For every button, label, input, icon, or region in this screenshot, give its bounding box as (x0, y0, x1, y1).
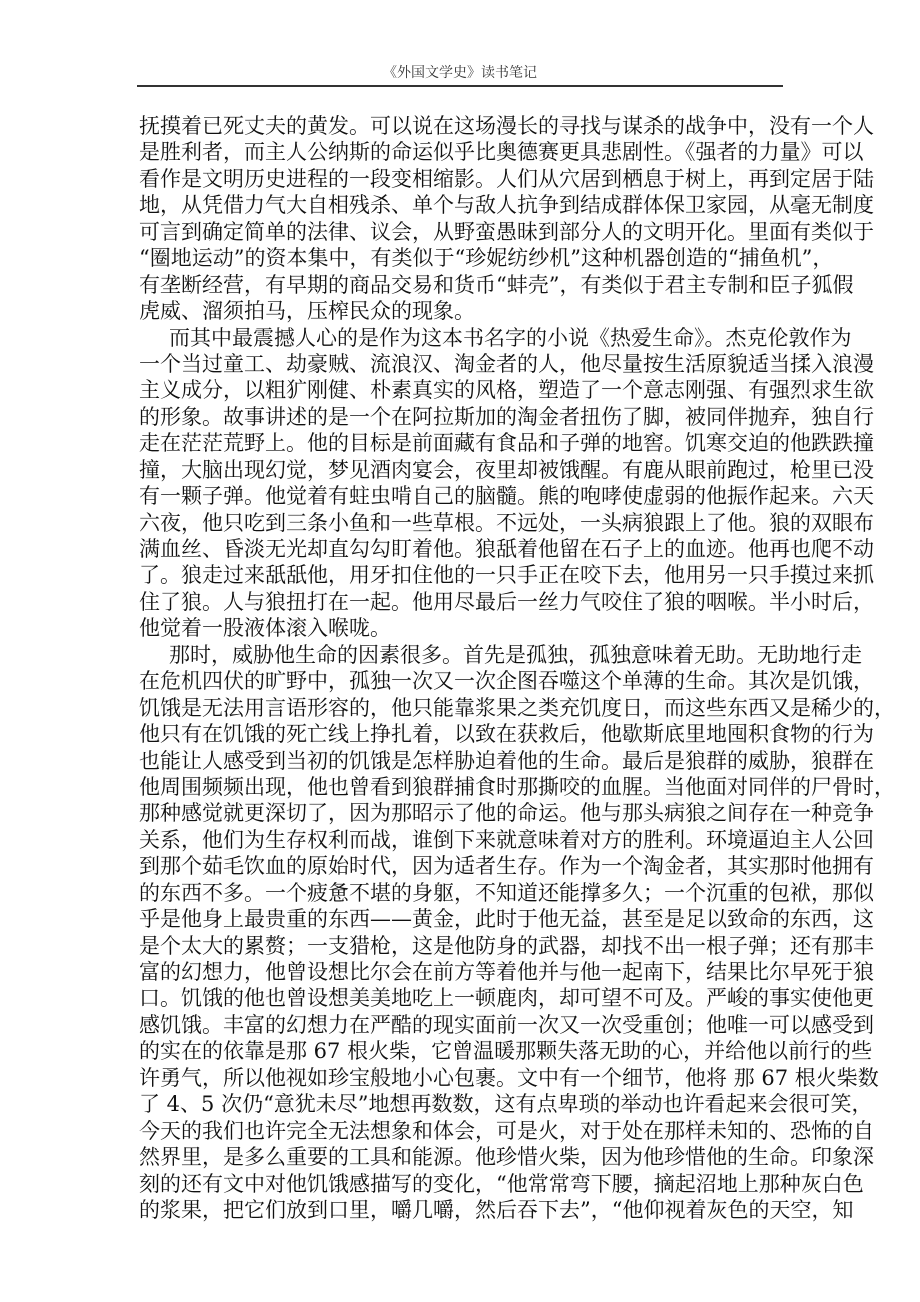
text-line: 抚摸着已死丈夫的黄发。可以说在这场漫长的寻找与谋杀的战争中，没有一个人 (139, 114, 874, 138)
header-divider (137, 85, 783, 87)
text-line: 而其中最震撼人心的是作为这本书名字的小说《热爱生命》。杰克伦敦作为 (169, 325, 852, 350)
document-body (139, 113, 895, 1223)
paragraph (139, 642, 895, 1224)
text-line: 饥饿是无法用言语形容的，他只能靠浆果之类充饥度日，而这些东西又是稀少的， (139, 695, 895, 720)
text-line: 虎威、溜须拍马，压榨民众的现象。 (139, 299, 475, 324)
text-line: 的浆果，把它们放到口里，嚼几嚼，然后吞下去”，“他仰视着灰色的天空，知 (139, 1197, 854, 1222)
text-line: “圈地运动”的资本集中，有类似于“珍妮纺纱机”这种机器创造的“捕鱼机”， (139, 246, 834, 271)
text-line: 感饥饿。丰富的幻想力在严酷的现实面前一次又一次受重创；他唯一可以感受到 (139, 1012, 874, 1037)
text-line: 那种感觉就更深切了，因为那昭示了他的命运。他与那头病狼之间存在一种竞争 (139, 801, 874, 826)
text-line: 六夜，他只吃到三条小鱼和一些草根。不远处，一头病狼跟上了他。狼的双眼布 (139, 510, 874, 535)
text-line: 了 4、5 次仍“意犹未尽”地想再数数，这有点卑琐的举动也许看起来会很可笑， (139, 1092, 873, 1117)
text-line: 满血丝、昏淡无光却直勾勾盯着他。狼舐着他留在石子上的血迹。他再也爬不动 (139, 537, 874, 561)
text-line: 是胜利者，而主人公纳斯的命运似乎比奥德赛更具悲剧性。《强者的力量》可以 (139, 140, 864, 165)
text-line: 然界里，是多么重要的工具和能源。他珍惜火柴，因为他珍惜他的生命。印象深 (139, 1145, 874, 1170)
text-line: 可言到确定简单的法律、议会，从野蛮愚昧到部分人的文明开化。里面有类似于 (139, 219, 874, 244)
text-line: 今天的我们也许完全无法想象和体会，可是火，对于处在那样未知的、恐怖的自 (139, 1118, 874, 1143)
text-line: 他只有在饥饿的死亡线上挣扎着，以致在获救后，他歇斯底里地囤积食物的行为 (139, 722, 874, 747)
text-line: 了。狼走过来舐舐他，用牙扣住他的一只手正在咬下去，他用另一只手摸过来抓 (139, 563, 874, 588)
text-line: 他觉着一股液体滚入喉咙。 (139, 616, 391, 641)
text-line: 乎是他身上最贵重的东西——黄金，此时于他无益，甚至是足以致命的东西，这 (139, 907, 874, 932)
text-line: 他周围频频出现，他也曾看到狼群捕食时那撕咬的血腥。当他面对同伴的尸骨时， (139, 774, 895, 799)
text-line: 主义成分，以粗犷刚健、朴素真实的风格，塑造了一个意志刚强、有强烈求生欲 (139, 378, 874, 403)
text-line: 在危机四伏的旷野中，孤独一次又一次企图吞噬这个单薄的生命。其次是饥饿， (139, 669, 874, 694)
text-line: 关系，他们为生存权利而战，谁倒下来就意味着对方的胜利。环境逼迫主人公回 (139, 827, 874, 852)
text-line: 撞，大脑出现幻觉，梦见酒肉宴会，夜里却被饿醒。有鹿从眼前跑过，枪里已没 (139, 457, 874, 482)
text-line: 地，从凭借力气大自相残杀、单个与敌人抗争到结成群体保卫家园，从毫无制度 (139, 193, 874, 218)
text-line: 的形象。故事讲述的是一个在阿拉斯加的淘金者扭伤了脚，被同伴抛弃，独自行 (139, 404, 874, 429)
text-line: 口。饥饿的他也曾设想美美地吃上一顿鹿肉，却可望不可及。严峻的事实使他更 (139, 986, 874, 1011)
text-line: 的实在的依靠是那 67 根火柴，它曾温暖那颗失落无助的心，并给他以前行的些 (139, 1039, 873, 1064)
text-line: 走在茫茫荒野上。他的目标是前面藏有食品和子弹的地窖。饥寒交迫的他跌跌撞 (139, 431, 874, 456)
text-line: 一个当过童工、劫豪贼、流浪汉、淘金者的人，他尽量按生活原貌适当揉入浪漫 (139, 351, 874, 376)
text-line: 有垄断经营，有早期的商品交易和货币“蚌壳”，有类似于君主专制和臣子狐假 (139, 272, 854, 297)
text-line: 许勇气，所以他视如珍宝般地小心包裹。文中有一个细节，他将 那 67 根火柴数 (139, 1065, 879, 1090)
text-line: 住了狼。人与狼扭打在一起。他用尽最后一丝力气咬住了狼的咽喉。半小时后， (139, 589, 874, 614)
text-line: 富的幻想力，他曾设想比尔会在前方等着他并与他一起南下，结果比尔早死于狼 (139, 960, 874, 984)
text-line: 到那个茹毛饮血的原始时代，因为适者生存。作为一个淘金者，其实那时他拥有 (139, 854, 874, 879)
text-line: 刻的还有文中对他饥饿感描写的变化，“他常常弯下腰，摘起沼地上那种灰白色 (139, 1171, 864, 1196)
text-line: 有一颗子弹。他觉着有蛀虫啃自己的脑髓。熊的咆哮使虚弱的他振作起来。六天 (139, 484, 874, 509)
text-line: 看作是文明历史进程的一段变相缩影。人们从穴居到栖息于树上，再到定居于陆 (139, 166, 874, 191)
page-header-title: 《外国文学史》读书笔记 (383, 65, 537, 81)
paragraph (139, 113, 874, 325)
paragraph (139, 325, 874, 642)
text-line: 也能让人感受到当初的饥饿是怎样胁迫着他的生命。最后是狼群的威胁，狼群在 (139, 748, 874, 773)
text-line: 的东西不多。一个疲惫不堪的身躯，不知道还能撑多久；一个沉重的包袱，那似 (139, 880, 874, 905)
text-line: 是个太大的累赘；一支猎枪，这是他防身的武器，却找不出一根子弹；还有那丰 (139, 933, 874, 958)
text-line: 那时，威胁他生命的因素很多。首先是孤独，孤独意味着无助。无助地行走 (169, 642, 862, 667)
